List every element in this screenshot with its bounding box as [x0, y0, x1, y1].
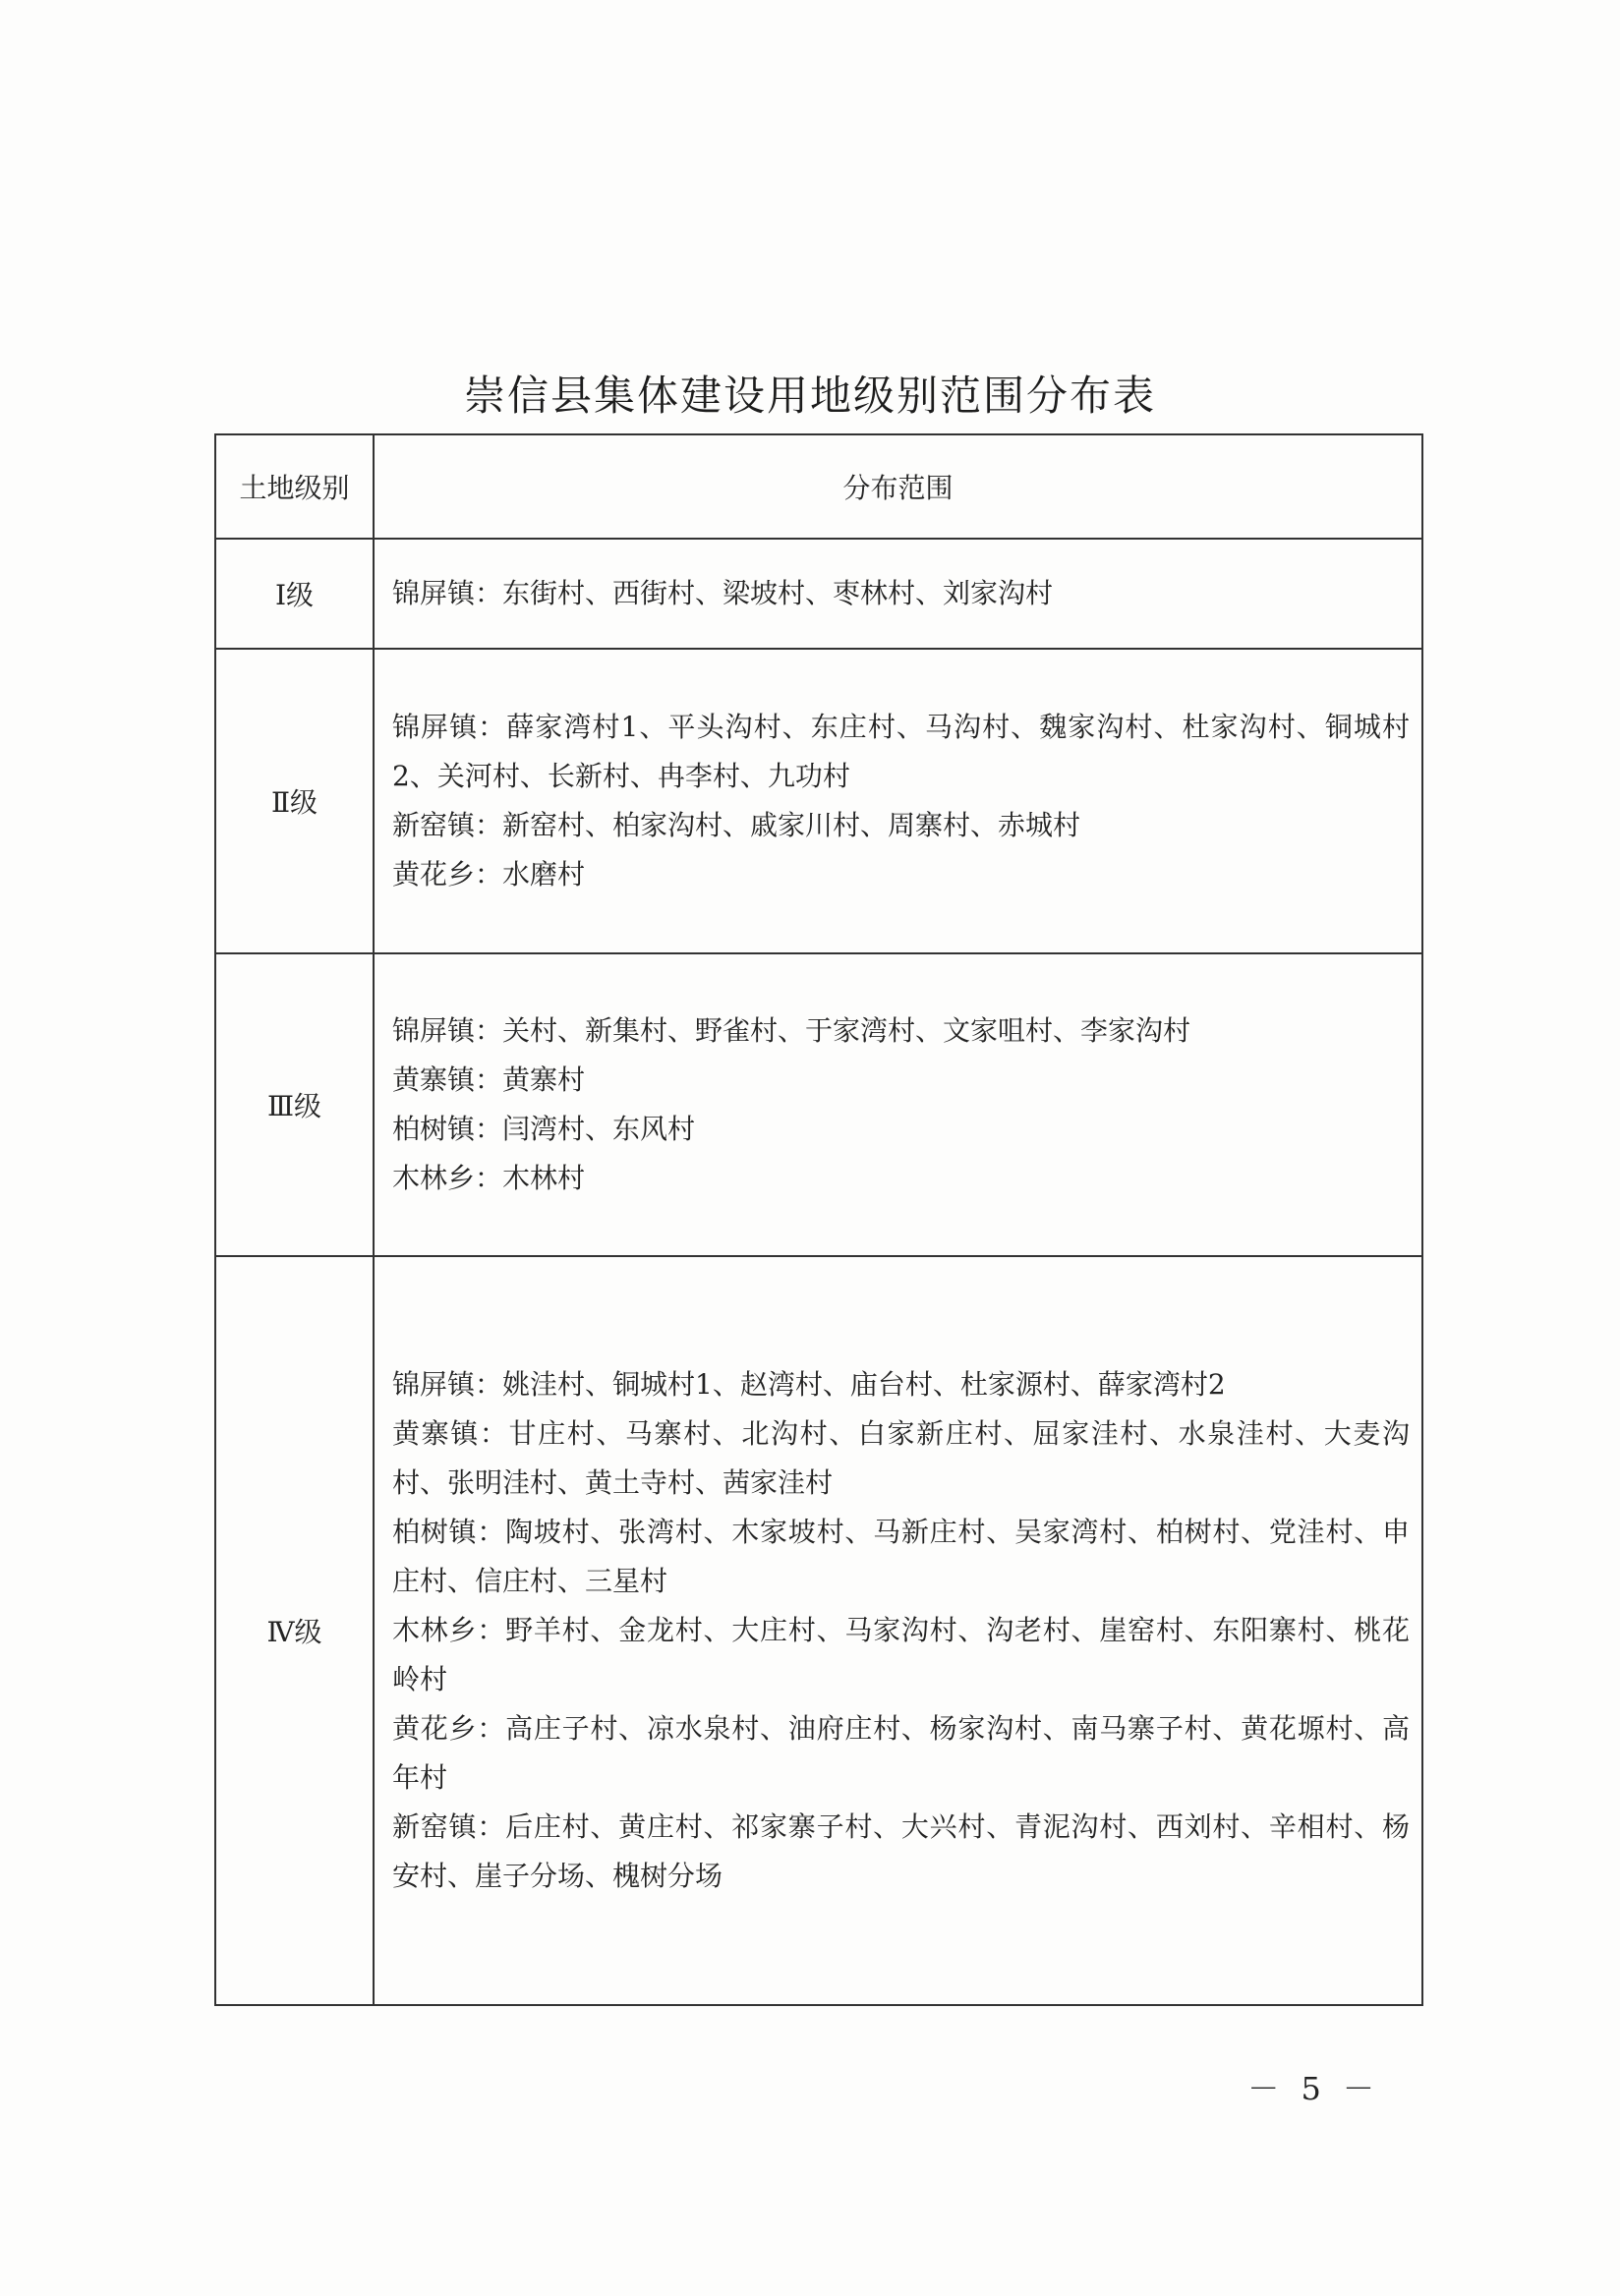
range-line: 木林乡：野羊村、金龙村、大庄村、马家沟村、沟老村、崖窑村、东阳寨村、桃花岭村 — [392, 1614, 1410, 1695]
range-line: 木林乡：木林村 — [392, 1162, 586, 1194]
page-title: 崇信县集体建设用地级别范围分布表 — [463, 372, 1156, 420]
header-land-level: 土地级别 — [215, 434, 374, 539]
range-line: 锦屏镇：东街村、西街村、梁坡村、枣林村、刘家沟村 — [392, 577, 1054, 609]
table-row — [215, 953, 1422, 1256]
range-line: 柏树镇：闫湾村、东风村 — [392, 1113, 696, 1145]
range-cell — [374, 539, 1422, 649]
land-grade-table — [214, 433, 1423, 2006]
page-number: － 5 － — [1247, 2070, 1380, 2107]
range-line: 锦屏镇：薛家湾村1、平头沟村、东庄村、马沟村、魏家沟村、杜家沟村、铜城村2、关河村、长新村、冉李村、九功村 — [392, 711, 1410, 792]
range-line: 黄花乡：水磨村 — [392, 858, 586, 890]
header-distribution-range: 分布范围 — [374, 434, 1422, 539]
range-line: 锦屏镇：姚洼村、铜城村1、赵湾村、庙台村、杜家源村、薛家湾村2 — [392, 1368, 1226, 1401]
level-cell: Ⅳ级 — [215, 1256, 374, 2005]
table-row — [215, 539, 1422, 649]
range-line: 黄寨镇：黄寨村 — [392, 1063, 586, 1096]
level-cell: Ⅱ级 — [215, 649, 374, 953]
table-header-row — [215, 434, 1422, 539]
range-line: 锦屏镇：关村、新集村、野雀村、于家湾村、文家咀村、李家沟村 — [392, 1014, 1191, 1047]
level-cell: Ⅲ级 — [215, 953, 374, 1256]
range-cell — [374, 649, 1422, 953]
range-line: 柏树镇：陶坡村、张湾村、木家坡村、马新庄村、吴家湾村、柏树村、党洼村、申庄村、信庄村、三星村 — [392, 1516, 1410, 1597]
range-line: 新窑镇：新窑村、柏家沟村、戚家川村、周寨村、赤城村 — [392, 809, 1081, 841]
level-cell: Ⅰ级 — [215, 539, 374, 649]
range-cell — [374, 1256, 1422, 2005]
range-line: 黄花乡：高庄子村、凉水泉村、油府庄村、杨家沟村、南马寨子村、黄花塬村、高年村 — [392, 1712, 1410, 1794]
range-line: 黄寨镇：甘庄村、马寨村、北沟村、白家新庄村、屈家洼村、水泉洼村、大麦沟村、张明洼村、黄土寺村、茜家洼村 — [392, 1417, 1410, 1499]
range-cell — [374, 953, 1422, 1256]
table-row — [215, 649, 1422, 953]
table-row — [215, 1256, 1422, 2005]
range-line: 新窑镇：后庄村、黄庄村、祁家寨子村、大兴村、青泥沟村、西刘村、辛相村、杨安村、崖子分场、槐树分场 — [392, 1810, 1410, 1892]
